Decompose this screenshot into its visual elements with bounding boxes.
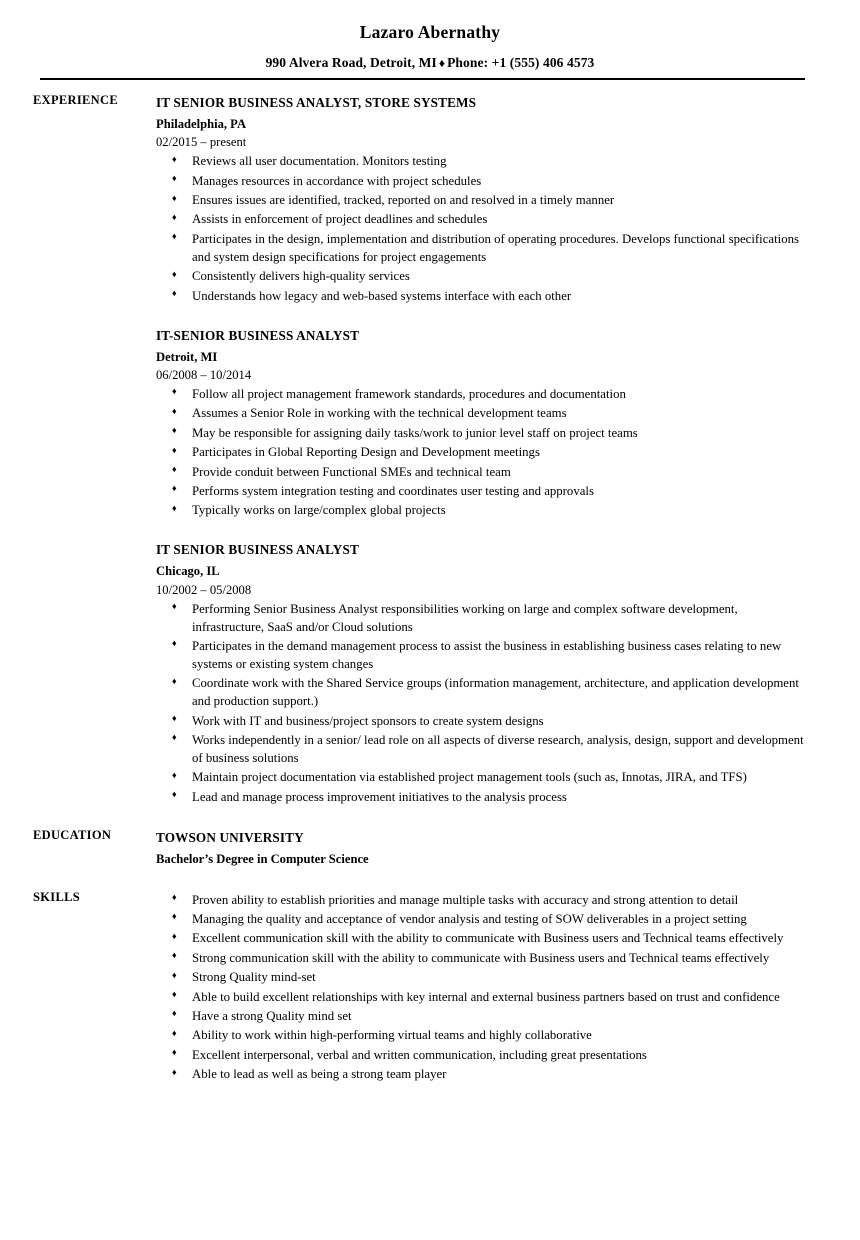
- skills-body: [156, 890, 860, 1084]
- list-item: ♦ Excellent interpersonal, verbal and written communication, including great presentations: [168, 1047, 805, 1065]
- list-item: ♦ Participates in the demand management process to assist the business in establishing business cases relating to new systems or existing system changes: [168, 638, 805, 674]
- list-item: ♦ May be responsible for assigning daily tasks/work to junior level staff on project teams: [168, 425, 805, 443]
- job-location: Detroit, MI: [156, 349, 218, 364]
- list-item: ♦ Typically works on large/complex global projects: [168, 502, 805, 520]
- list-item: ♦ Ability to work within high-performing virtual teams and highly collaborative: [168, 1027, 805, 1045]
- job-title: IT SENIOR BUSINESS ANALYST, STORE SYSTEMS: [156, 94, 477, 110]
- list-item: ♦ Excellent communication skill with the ability to communicate with Business users and Technical teams effectively: [168, 930, 805, 948]
- skills-section: [0, 890, 860, 1084]
- job-location: Philadelphia, PA: [156, 117, 247, 132]
- list-item: ♦ Participates in the design, implementation and distribution of operating procedures. Develops functional specifications and system design specifications for project engagements: [168, 231, 805, 267]
- job-responsibility-list: [156, 601, 805, 807]
- education-degree: Bachelor’s Degree in Computer Science: [156, 851, 369, 866]
- list-item: ♦ Able to lead as well as being a strong team player: [168, 1066, 805, 1084]
- section-label-education: EDUCATION: [33, 827, 112, 842]
- diamond-separator-icon: ♦: [438, 55, 446, 70]
- list-item: ♦ Managing the quality and acceptance of vendor analysis and testing of SOW deliverables in a project setting: [168, 911, 805, 929]
- list-item: ♦ Consistently delivers high-quality services: [168, 268, 805, 286]
- list-item: ♦ Assists in enforcement of project deadlines and schedules: [168, 211, 805, 229]
- list-item: ♦ Participates in Global Reporting Design and Development meetings: [168, 444, 805, 462]
- list-item: ♦ Coordinate work with the Shared Service groups (information management, architecture, and application development and production support.): [168, 675, 805, 711]
- job-title: IT-SENIOR BUSINESS ANALYST: [156, 327, 360, 343]
- list-item: ♦ Strong communication skill with the ability to communicate with Business users and Technical teams effectively: [168, 950, 805, 968]
- list-item: ♦ Able to build excellent relationships with key internal and external business partners based on trust and confidence: [168, 989, 805, 1007]
- job-responsibility-list: [156, 386, 805, 520]
- education-school: TOWSON UNIVERSITY: [156, 829, 304, 845]
- list-item: ♦ Work with IT and business/project sponsors to create system designs: [168, 713, 805, 731]
- list-item: ♦ Proven ability to establish priorities and manage multiple tasks with accuracy and strong attention to detail: [168, 892, 805, 910]
- job-dates: 02/2015 – present: [156, 135, 247, 150]
- header-divider: [40, 78, 805, 80]
- job-dates: 10/2002 – 05/2008: [156, 582, 252, 597]
- education-entry: [156, 828, 805, 868]
- education-section: [0, 828, 860, 868]
- job-responsibility-list: [156, 153, 805, 305]
- candidate-phone: Phone: +1 (555) 406 4573: [447, 54, 595, 70]
- list-item: ♦ Strong Quality mind-set: [168, 969, 805, 987]
- section-label-experience: EXPERIENCE: [33, 92, 118, 107]
- resume-header: [0, 0, 860, 80]
- skills-list: [156, 892, 805, 1085]
- list-item: ♦ Manages resources in accordance with project schedules: [168, 173, 805, 191]
- experience-body: [156, 93, 860, 807]
- list-item: ♦ Ensures issues are identified, tracked, reported on and resolved in a timely manner: [168, 192, 805, 210]
- education-body: [156, 828, 860, 868]
- experience-entry: [156, 93, 805, 306]
- list-item: ♦ Have a strong Quality mind set: [168, 1008, 805, 1026]
- section-label-skills: SKILLS: [33, 890, 80, 904]
- job-title: IT SENIOR BUSINESS ANALYST: [156, 542, 359, 558]
- candidate-name: Lazaro Abernathy: [359, 22, 501, 42]
- list-item: ♦ Works independently in a senior/ lead role on all aspects of diverse research, analysis, design, support and development of business solutions: [168, 732, 805, 768]
- job-dates: 06/2008 – 10/2014: [156, 367, 252, 382]
- candidate-contact-line: [0, 55, 860, 71]
- experience-entry: [156, 326, 805, 521]
- list-item: ♦ Lead and manage process improvement initiatives to the analysis process: [168, 789, 805, 807]
- list-item: ♦ Provide conduit between Functional SMEs and technical team: [168, 464, 805, 482]
- list-item: ♦ Reviews all user documentation. Monitors testing: [168, 153, 805, 171]
- experience-entry: [156, 540, 805, 806]
- list-item: ♦ Performs system integration testing and coordinates user testing and approvals: [168, 483, 805, 501]
- list-item: ♦ Performing Senior Business Analyst responsibilities working on large and complex software development, infrastructure, SaaS and/or Cloud solutions: [168, 601, 805, 637]
- candidate-address: 990 Alvera Road, Detroit, MI: [265, 54, 437, 70]
- list-item: ♦ Understands how legacy and web-based systems interface with each other: [168, 288, 805, 306]
- experience-section: [0, 93, 860, 807]
- list-item: ♦ Assumes a Senior Role in working with the technical development teams: [168, 405, 805, 423]
- list-item: ♦ Follow all project management framework standards, procedures and documentation: [168, 386, 805, 404]
- list-item: ♦ Maintain project documentation via established project management tools (such as, Innotas, JIRA, and TFS): [168, 769, 805, 787]
- job-location: Chicago, IL: [156, 564, 220, 579]
